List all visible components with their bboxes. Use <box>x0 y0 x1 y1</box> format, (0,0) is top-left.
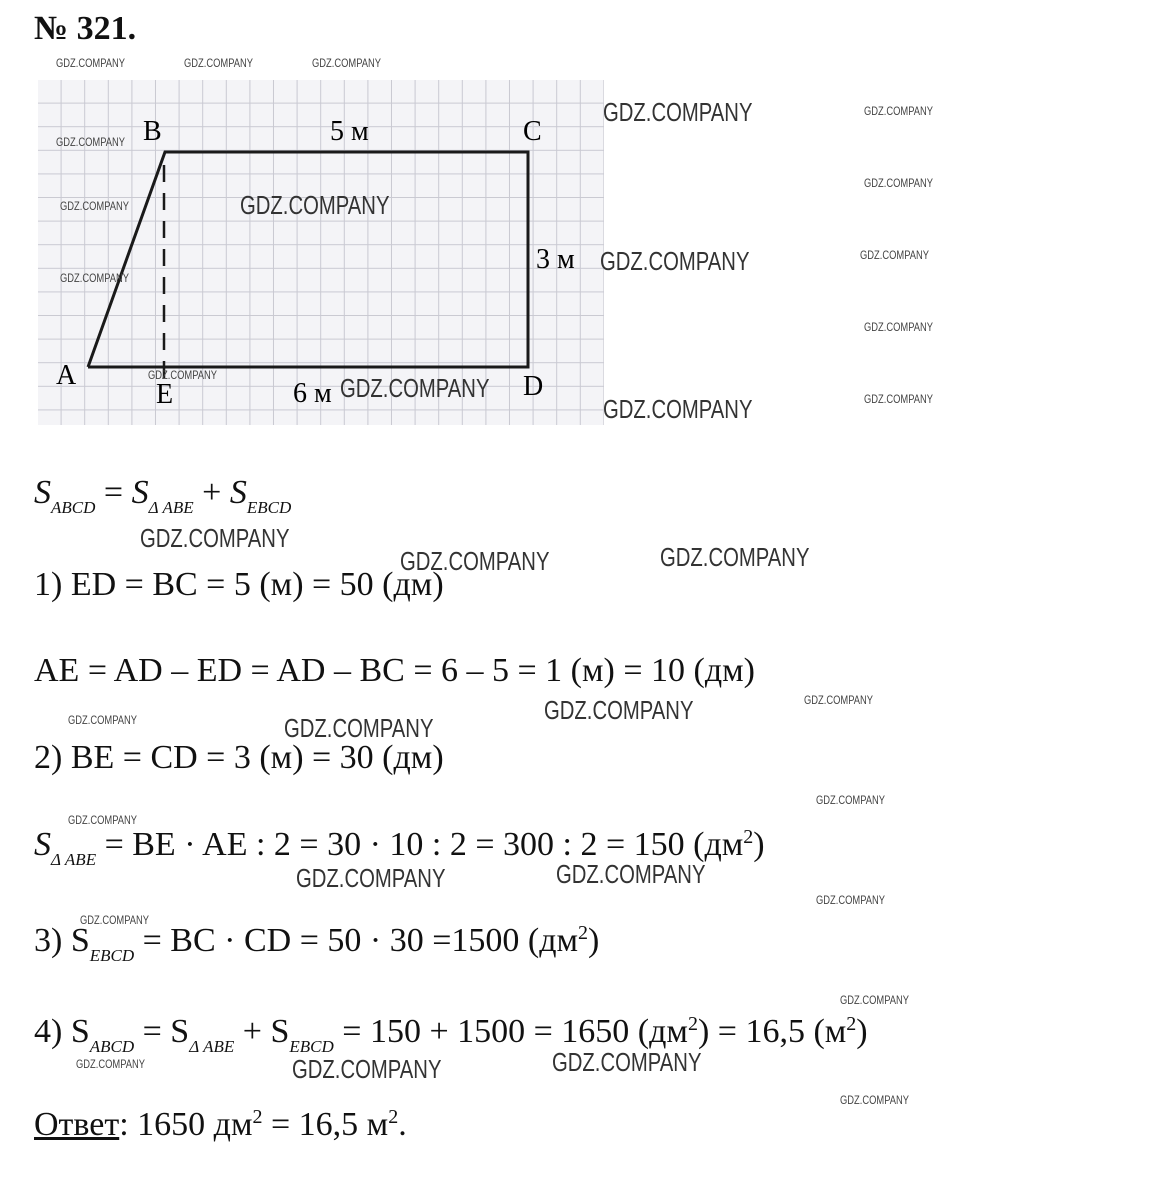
watermark: GDZ.COMPANY <box>184 56 253 70</box>
point-label-b: B <box>143 116 162 147</box>
watermark: GDZ.COMPANY <box>864 104 933 118</box>
watermark: GDZ.COMPANY <box>552 1047 702 1077</box>
step-2: 2) BE = CD = 3 (м) = 30 (дм) <box>34 739 444 776</box>
watermark: GDZ.COMPANY <box>864 176 933 190</box>
watermark: GDZ.COMPANY <box>284 713 434 743</box>
watermark: GDZ.COMPANY <box>80 913 149 927</box>
watermark: GDZ.COMPANY <box>296 863 446 893</box>
watermark: GDZ.COMPANY <box>600 246 750 276</box>
watermark: GDZ.COMPANY <box>556 859 706 889</box>
trapezoid-figure <box>38 80 604 425</box>
answer-label: Ответ <box>34 1106 120 1143</box>
watermark: GDZ.COMPANY <box>840 993 909 1007</box>
watermark: GDZ.COMPANY <box>840 1093 909 1107</box>
watermark: GDZ.COMPANY <box>544 695 694 725</box>
watermark: GDZ.COMPANY <box>400 546 550 576</box>
step-1-ae: AE = AD – ED = AD – BC = 6 – 5 = 1 (м) = 10 (дм) <box>34 652 755 689</box>
watermark: GDZ.COMPANY <box>60 199 129 213</box>
watermark: GDZ.COMPANY <box>312 56 381 70</box>
watermark: GDZ.COMPANY <box>56 56 125 70</box>
watermark: GDZ.COMPANY <box>148 368 217 382</box>
problem-number: № 321. <box>34 10 137 47</box>
watermark: GDZ.COMPANY <box>56 135 125 149</box>
watermark: GDZ.COMPANY <box>240 190 390 220</box>
step-2-triangle-area: $S_{\Delta ABE}$ = BE · AE : 2 = 30 · 10 : 2 = 300 : 2 = 150 $(дм^2)$ <box>34 826 765 869</box>
graph-paper <box>38 80 604 425</box>
watermark: GDZ.COMPANY <box>60 271 129 285</box>
watermark: GDZ.COMPANY <box>140 523 290 553</box>
step-3: 3) $S_{EBCD}$ = BC · CD = 50 · 30 =1500 $(дм^2)$ <box>34 922 600 965</box>
watermark: GDZ.COMPANY <box>76 1057 145 1071</box>
answer: Ответ: 1650 $дм^2 = 16,5$ $м^2$. <box>34 1106 407 1143</box>
watermark: GDZ.COMPANY <box>816 793 885 807</box>
area-formula: $S_{ABCD} = S_{\Delta ABE} + S_{EBCD}$ <box>34 474 292 517</box>
side-label-cd: 3 м <box>536 244 575 275</box>
watermark: GDZ.COMPANY <box>603 97 753 127</box>
step-1: 1) ED = BC = 5 (м) = 50 (дм) <box>34 566 444 603</box>
watermark: GDZ.COMPANY <box>68 813 137 827</box>
watermark: GDZ.COMPANY <box>864 392 933 406</box>
watermark: GDZ.COMPANY <box>864 320 933 334</box>
point-label-e: E <box>156 379 174 410</box>
side-label-ad: 6 м <box>293 378 332 409</box>
watermark: GDZ.COMPANY <box>292 1054 442 1084</box>
step-4: 4) $S_{ABCD} = S_{\Delta ABE} + S_{EBCD} = 150 + 1500 = 1650$ $(дм^2) = 16,5$ $(м^2)$ <box>34 1013 868 1056</box>
watermark: GDZ.COMPANY <box>603 394 753 424</box>
point-label-a: A <box>56 360 77 391</box>
watermark: GDZ.COMPANY <box>804 693 873 707</box>
watermark: GDZ.COMPANY <box>816 893 885 907</box>
point-label-d: D <box>523 371 544 402</box>
side-label-bc: 5 м <box>330 116 369 147</box>
watermark: GDZ.COMPANY <box>660 542 810 572</box>
watermark: GDZ.COMPANY <box>68 713 137 727</box>
point-label-c: C <box>523 116 542 147</box>
watermark: GDZ.COMPANY <box>340 373 490 403</box>
watermark: GDZ.COMPANY <box>860 248 929 262</box>
